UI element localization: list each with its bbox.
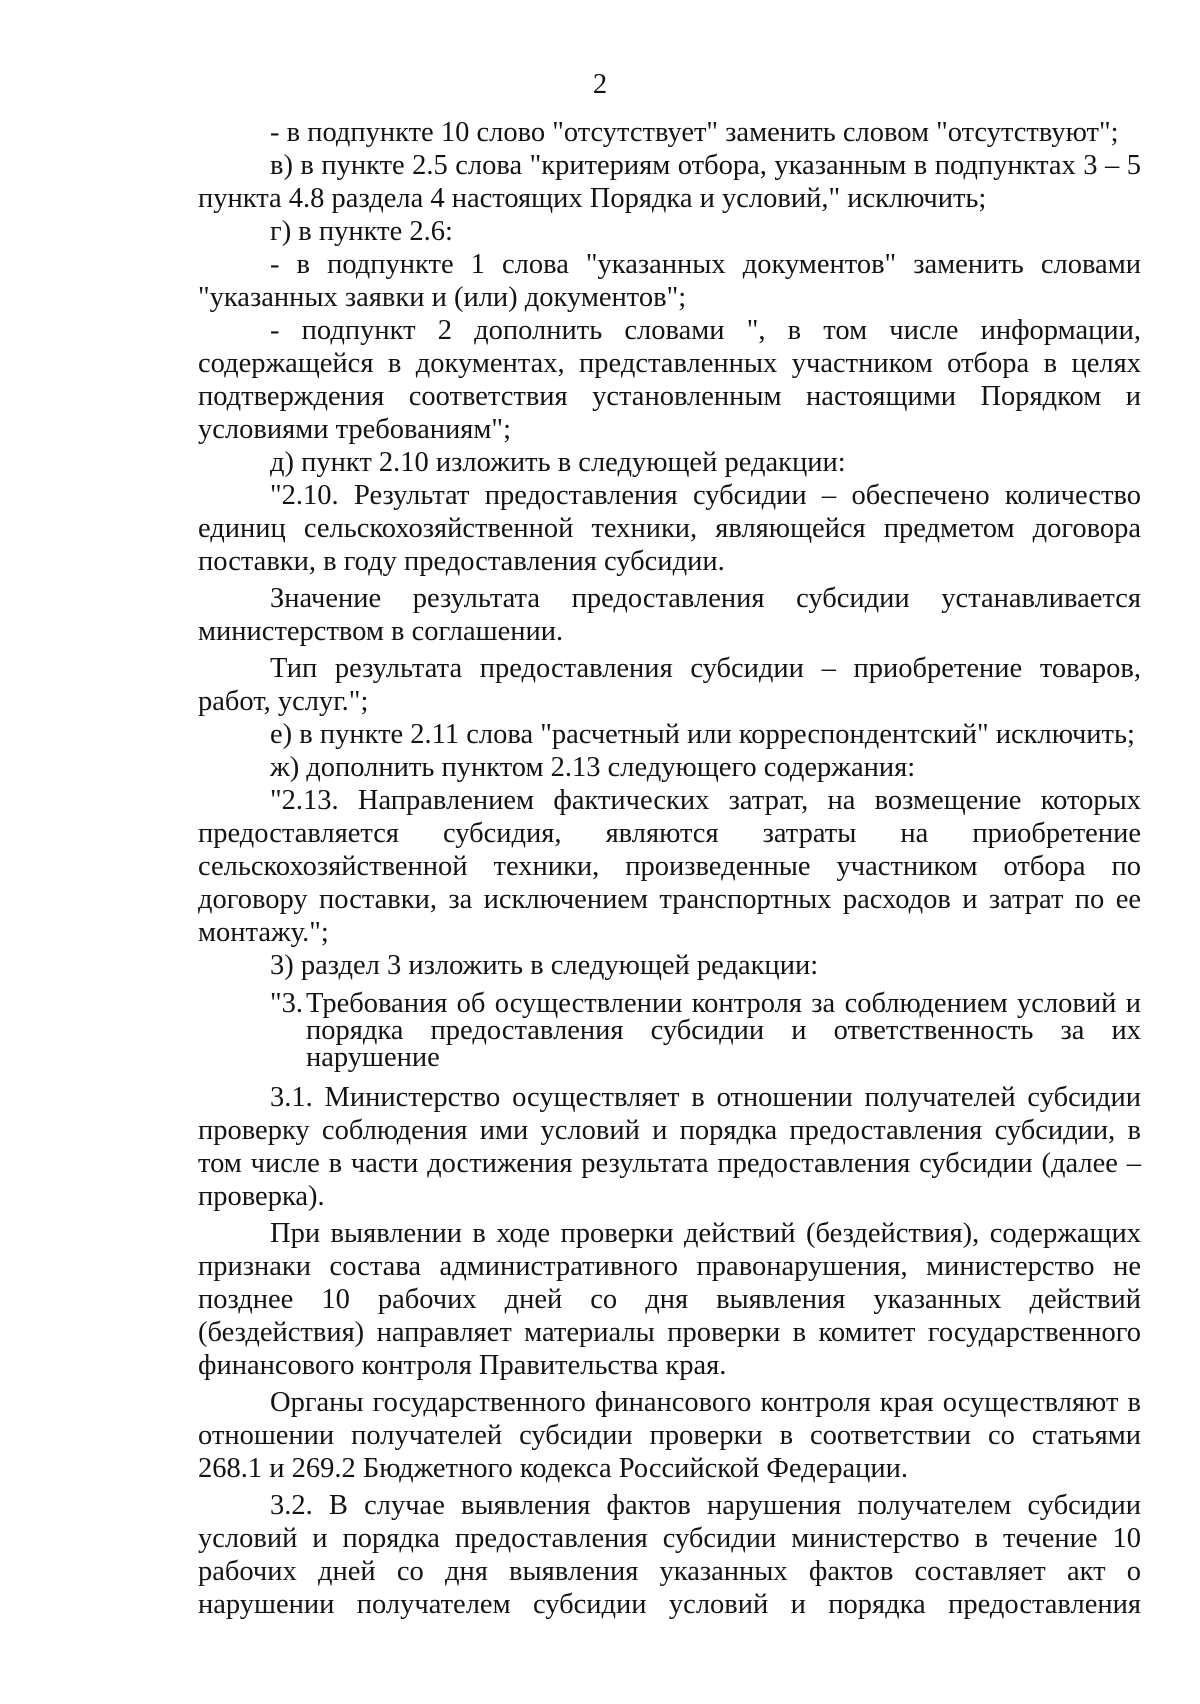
section-3-heading-line1: Требования об осуществлении контроля за соблюдением условий и xyxy=(306,988,1141,1019)
paragraph-item-3: 3) раздел 3 изложить в следующей редакции: xyxy=(270,950,819,981)
paragraph-subitem-10-amendment: - в подпункте 10 слово "отсутствует" заменить словом "отсутствуют"; xyxy=(270,117,1119,148)
paragraph-clause-3-1: 3.1. Министерство осуществляет в отношении получателей субсидии проверку соблюдения ими условий и порядка предоставления субсидии, в том числе в части достижения результата предоставления субсидии (далее – проверка). xyxy=(198,1082,1141,1212)
paragraph-item-v: в) в пункте 2.5 слова "критериям отбора, указанным в подпунктах 3 – 5 пункта 4.8 раздела 4 настоящих Порядка и условий," исключить; xyxy=(198,150,1141,214)
paragraph-subitem-1-amendment: - в подпункте 1 слова "указанных документов" заменить словами "указанных заявки и (или) документов"; xyxy=(198,249,1141,313)
paragraph-financial-control: Органы государственного финансового контроля края осуществляют в отношении получателей субсидии проверки в соответствии со статьями 268.1 и 269.2 Бюджетного кодекса Российской Федерации. xyxy=(198,1387,1141,1484)
section-3-heading xyxy=(198,990,1141,1071)
paragraph-violation-detection: При выявлении в ходе проверки действий (бездействия), содержащих признаки состава административного правонарушения, министерство не позднее 10 рабочих дней со дня выявления указанных действий (бездействия) направляет материалы проверки в комитет государственного финансового контроля Правительства края. xyxy=(198,1218,1141,1381)
paragraph-item-g: г) в пункте 2.6: xyxy=(270,216,453,247)
section-3-heading-number: "3. xyxy=(270,988,304,1019)
paragraph-item-d: д) пункт 2.10 изложить в следующей редакции: xyxy=(270,447,846,478)
paragraph-subitem-2-amendment: - подпункт 2 дополнить словами ", в том числе информации, содержащейся в документах, представленных участником отбора в целях подтверждения соответствия установленным настоящими Порядком и условиями требованиям"; xyxy=(198,315,1141,445)
paragraph-result-type: Тип результата предоставления субсидии – приобретение товаров, работ, услуг."; xyxy=(198,653,1141,717)
paragraph-clause-3-2: 3.2. В случае выявления фактов нарушения получателем субсидии условий и порядка предоставления субсидии министерство в течение 10 рабочих дней со дня выявления указанных фактов составляет акт о нарушении получателем субсидии условий и порядка предоставления xyxy=(198,1490,1141,1620)
document-body xyxy=(198,116,1141,1621)
paragraph-item-e: е) в пункте 2.11 слова "расчетный или корреспондентский" исключить; xyxy=(270,719,1135,750)
paragraph-clause-2-10: "2.10. Результат предоставления субсидии – обеспечено количество единиц сельскохозяйственной техники, являющейся предметом договора поставки, в году предоставления субсидии. xyxy=(198,480,1141,577)
paragraph-result-value: Значение результата предоставления субсидии устанавливается министерством в соглашении. xyxy=(198,583,1141,647)
section-3-heading-line2: порядка предоставления субсидии и ответственность за их нарушение xyxy=(306,1015,1141,1073)
paragraph-clause-2-13: "2.13. Направлением фактических затрат, на возмещение которых предоставляется субсидия, являются затраты на приобретение сельскохозяйственной техники, произведенные участником отбора по договору поставки, за исключением транспортных расходов и затрат по ее монтажу."; xyxy=(198,785,1141,948)
page-number: 2 xyxy=(592,69,608,100)
paragraph-item-zh: ж) дополнить пунктом 2.13 следующего содержания: xyxy=(270,752,916,783)
